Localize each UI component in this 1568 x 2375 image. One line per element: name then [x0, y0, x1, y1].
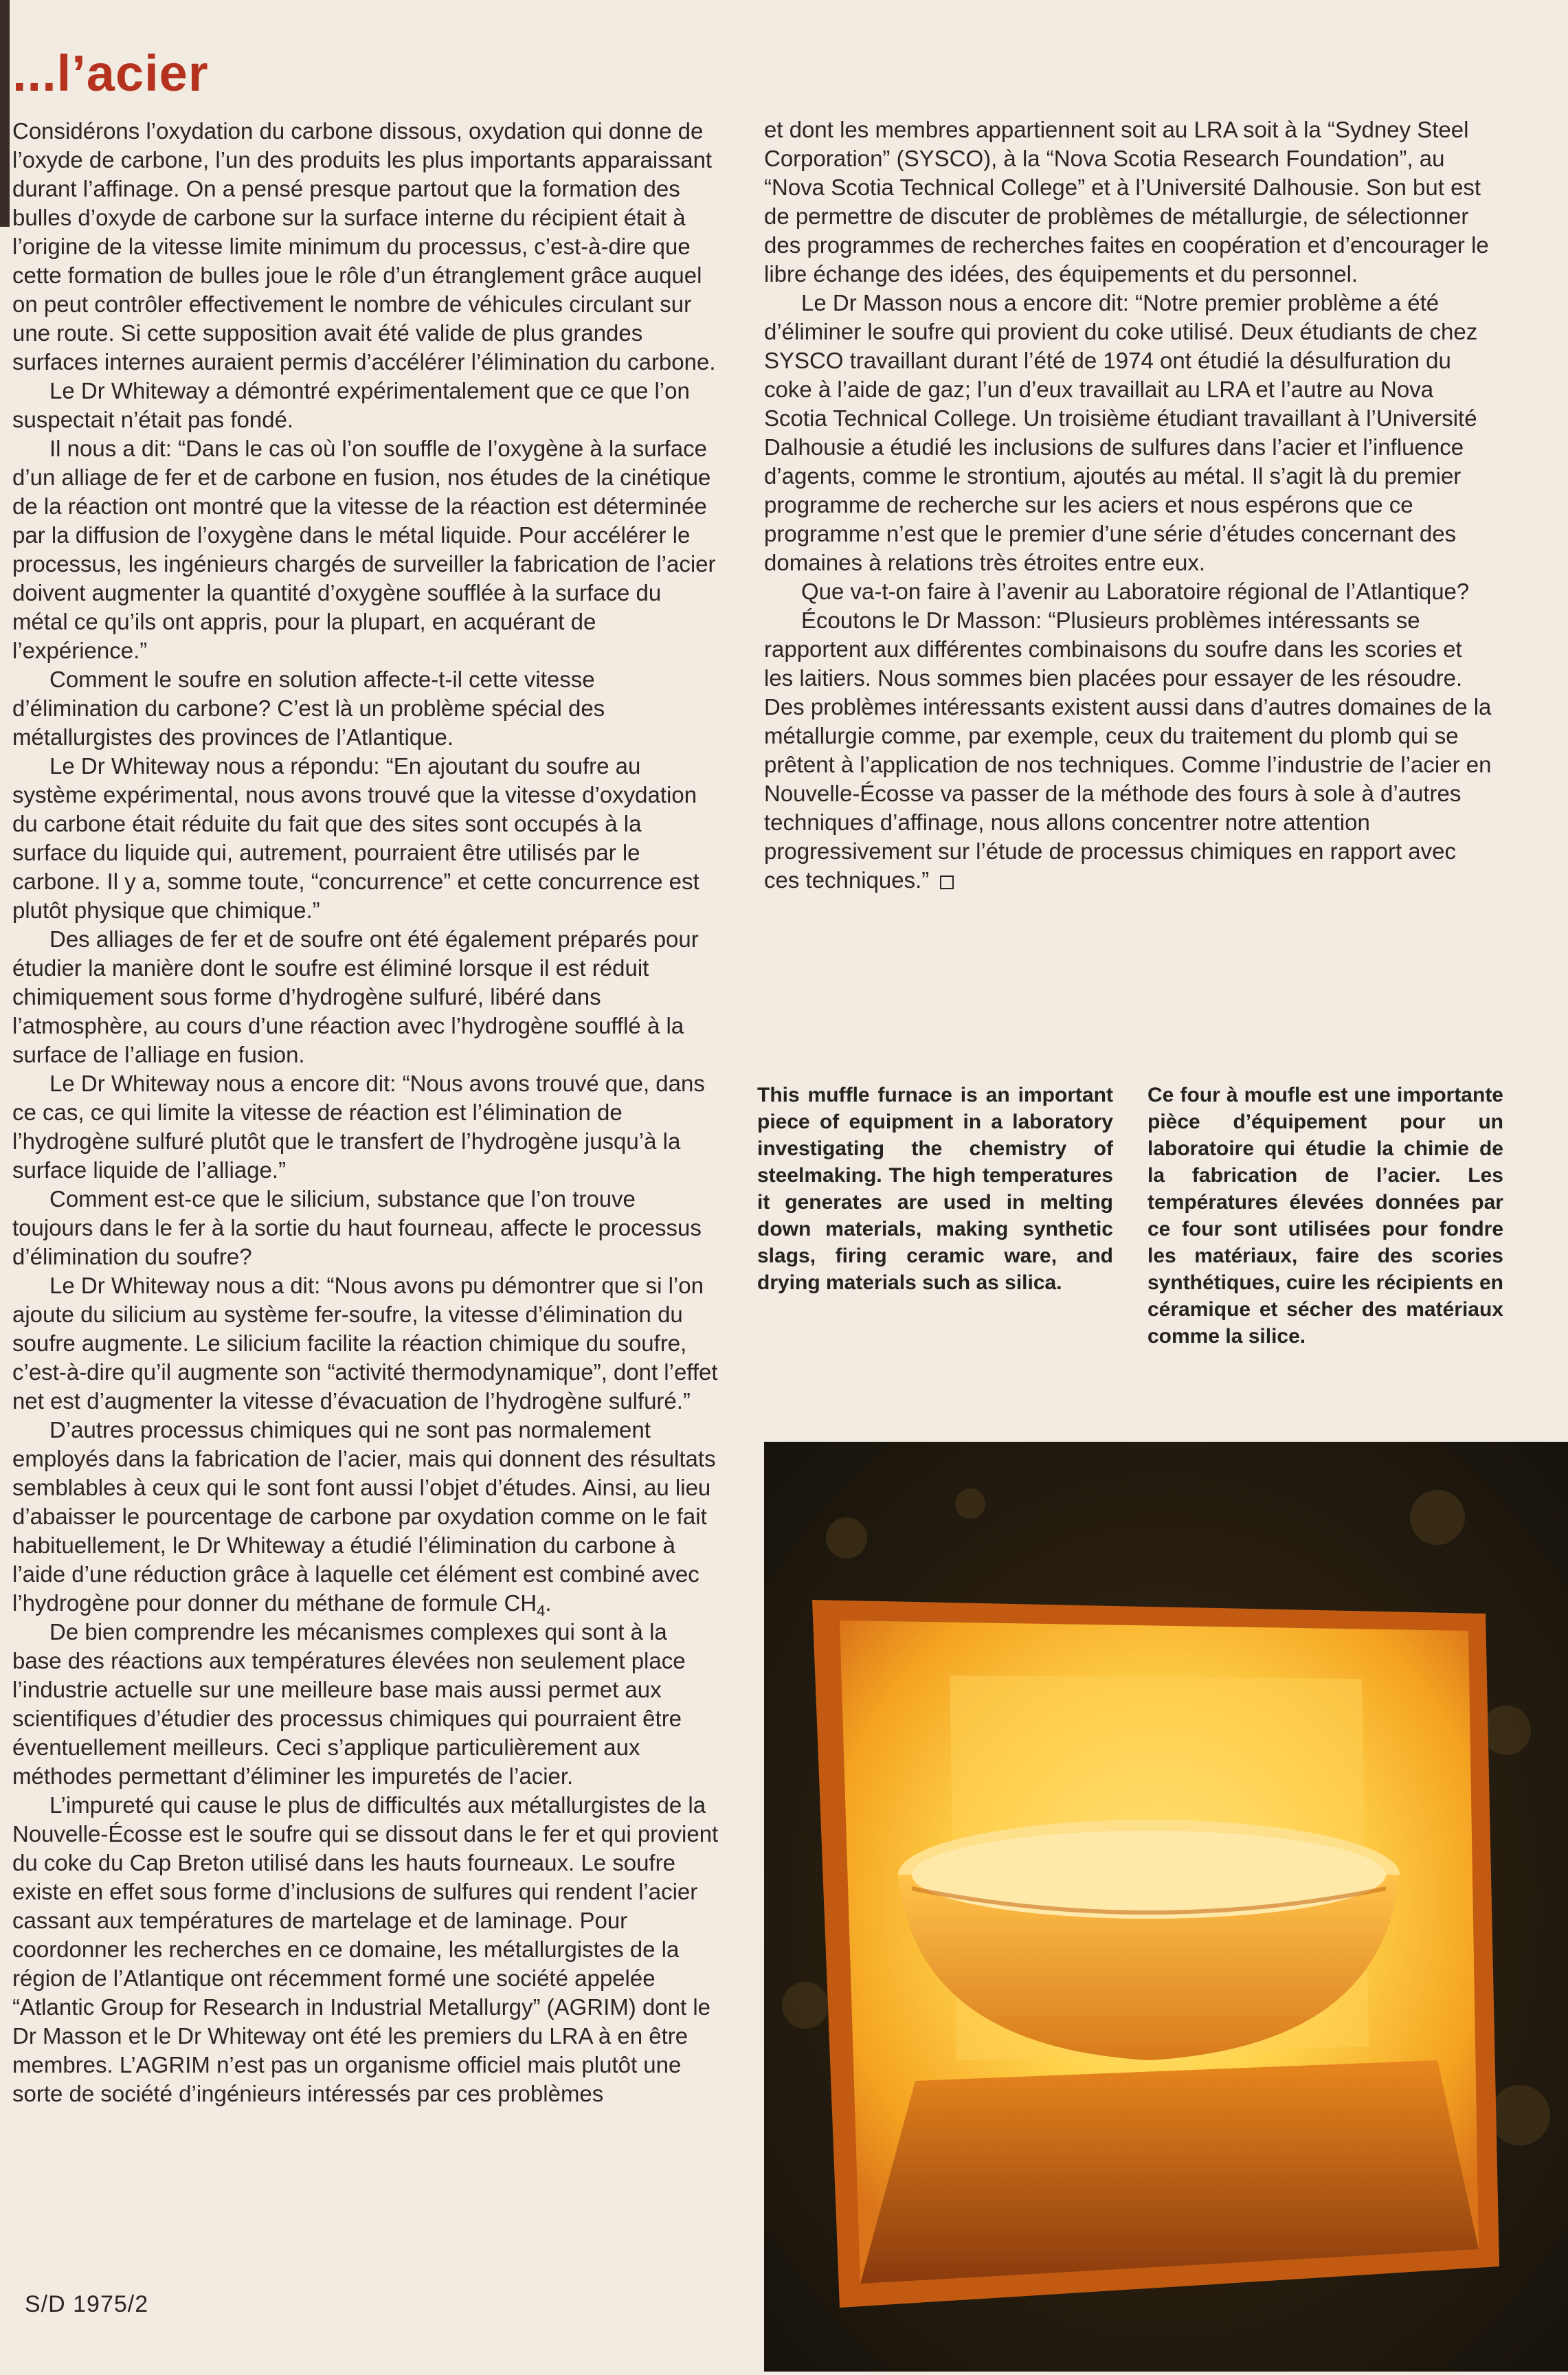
- furnace-illustration: [764, 1442, 1568, 2372]
- paragraph: Des alliages de fer et de soufre ont été également préparés pour étudier la manière dont le soufre est éliminé lorsque il est réduit chimiquement sous forme d’hydrogène sulfuré, libéré dans l’atmosphère, au cours d’une réaction avec l’hydrogène soufflé à la surface de l’alliage en fusion.: [12, 926, 699, 1067]
- right-column: [764, 115, 1492, 895]
- methane-subscript: 4: [537, 1602, 546, 1620]
- paragraph: Considérons l’oxydation du carbone dissous, oxydation qui donne de l’oxyde de carbone, l’un des produits les plus importants apparaissant durant l’affinage. On a pensé presque partout que la formation des bulles d’oxyde de carbone sur la surface interne du récipient était à l’origine de la vitesse limite minimum du processus, c’est-à-dire que cette formation de bulles joue le rôle d’un étranglement grâce auquel on peut contrôler effectivement le nombre de véhicules circulant sur une route. Si cette supposition avait été valide de plus grandes surfaces internes auraient permis d’accélérer l’élimination du carbone.: [12, 118, 716, 375]
- paragraph: Le Dr Whiteway nous a encore dit: “Nous avons trouvé que, dans ce cas, ce qui limite la vitesse de réaction est l’élimination de l’hydrogène sulfuré plutôt que le transfert de l’hydrogène jusqu’à la surface liquide de l’alliage.”: [12, 1071, 705, 1183]
- paragraph: et dont les membres appartiennent soit au LRA soit à la “Sydney Steel Corporation” (SYSCO), à la “Nova Scotia Research Foundation”, au “Nova Scotia Technical College” et à l’Université Dalhousie. Son but est de permettre de discuter de problèmes de métallurgie, de sélectionner des programmes de recherches faites en coopération et d’encourager le libre échange des idées, des équipements et du personnel.: [764, 117, 1489, 287]
- paragraph: Le Dr Whiteway a démontré expérimentalement que ce que l’on suspectait n’était pas fondé.: [12, 378, 690, 432]
- page-edge-shadow: [0, 0, 10, 227]
- paragraph: De bien comprendre les mécanismes complexes qui sont à la base des réactions aux températures élevées non seulement place l’industrie actuelle sur une meilleure base mais aussi permet aux scientifiques d’étudier des processus chimiques qui pourraient être éventuellement meilleurs. Ceci s’applique particulièrement aux méthodes permettant d’éliminer les impuretés de l’acier.: [12, 1619, 686, 1789]
- paragraph: Le Dr Masson nous a encore dit: “Notre premier problème a été d’éliminer le soufre qui provient du coke utilisé. Deux étudiants de chez SYSCO travaillant durant l’été de 1974 ont étudié la désulfuration du coke à l’aide de gaz; l’un d’eux travaillait au LRA et l’autre au Nova Scotia Technical College. Un troisième étudiant travaillant à l’Université Dalhousie a étudié les inclusions de sulfures dans l’acier et l’influence d’agents, comme le strontium, ajoutés au métal. Il s’agit là du premier programme de recherche sur les aciers et nous espérons que ce programme n’est que le premier d’une série d’études concernant des domaines à relations très étroites entre eux.: [764, 290, 1478, 575]
- methane-end: .: [545, 1590, 552, 1616]
- paragraph: Comment le soufre en solution affecte-t-il cette vitesse d’élimination du carbone? C’est là un problème spécial des métallurgistes des provinces de l’Atlantique.: [12, 667, 605, 750]
- paragraph: Il nous a dit: “Dans le cas où l’on souffle de l’oxygène à la surface d’un alliage de fer et de carbone en fusion, nos études de la cinétique de la réaction ont montré que la vitesse de la réaction est déterminée par la diffusion de l’oxygène dans le métal liquide. Pour accélérer le processus, les ingénieurs chargés de surveiller la fabrication de l’acier doivent augmenter la quantité d’oxygène soufflée à la surface du métal ce qu’ils ont appris, pour la plupart, en acquérant de l’expérience.”: [12, 436, 716, 663]
- left-column: [12, 117, 720, 2108]
- photo-caption-french: Ce four à moufle est une importante pièce d’équipement pour un laboratoire qui étudie la chimie de la fabrication de l’acier. Les températures élevées données par ce four sont utilisées pour fondre les matériaux, faire des scories synthétiques, cuire les récipients en céramique et sécher des matériaux comme la silice.: [1147, 1084, 1503, 1348]
- article-heading: ...l’acier: [12, 45, 209, 102]
- end-mark-icon: [940, 876, 954, 889]
- paragraph-final: [764, 606, 1492, 895]
- final-text: Écoutons le Dr Masson: “Plusieurs problèmes intéressants se rapportent aux différentes combinaisons du soufre dans les scories et les laitiers. Nous sommes bien placées pour essayer de les résoudre. Des problèmes intéressants existent aussi dans d’autres domaines de la métallurgie comme, par exemple, ceux du traitement du plomb qui se prêtent à l’application de nos techniques. Comme l’industrie de l’acier en Nouvelle-Écosse va passer de la méthode des fours à sole à d’autres techniques d’affinage, nous allons concentrer notre attention progressivement sur l’étude de processus chimiques en rapport avec ces techniques.”: [764, 607, 1492, 893]
- methane-text: D’autres processus chimiques qui ne sont pas normalement employés dans la fabrication de l’acier, mais qui donnent des résultats semblables à ceux qui le sont font aussi l’objet d’études. Ainsi, au lieu d’abaisser le pourcentage de carbone par oxydation comme on le fait habituellement, le Dr Whiteway a étudié l’élimination du carbone à l’aide d’une réduction grâce à laquelle cet élément est combiné avec l’hydrogène pour donner du méthane de formule CH: [12, 1417, 716, 1616]
- muffle-furnace-photo: [764, 1442, 1568, 2372]
- page-folio: S/D 1975/2: [25, 2291, 149, 2317]
- photo-caption-english: This muffle furnace is an important piece of equipment in a laboratory investigating the chemistry of steelmaking. The high temperatures it generates are used in melting down materials, making synthetic slags, firing ceramic ware, and drying materials such as silica.: [757, 1084, 1113, 1294]
- paragraph: Le Dr Whiteway nous a dit: “Nous avons pu démontrer que si l’on ajoute du silicium au système fer-soufre, la vitesse d’élimination du soufre augmente. Le silicium facilite la réaction chimique du soufre, c’est-à-dire qu’il augmente son “activité thermodynamique”, dont l’effet net est d’augmenter la vitesse d’évacuation de l’hydrogène sulfuré.”: [12, 1273, 718, 1414]
- paragraph: L’impureté qui cause le plus de difficultés aux métallurgistes de la Nouvelle-Écosse est le soufre qui se dissout dans le fer et qui provient du coke du Cap Breton utilisé dans les hauts fourneaux. Le soufre existe en effet sous forme d’inclusions de sulfures qui rendent l’acier cassant aux températures de martelage et de laminage. Pour coordonner les recherches en ce domaine, les métallurgistes de la région de l’Atlantique ont récemment formé une société appelée “Atlantic Group for Research in Industrial Metallurgy” (AGRIM) dont le Dr Masson et le Dr Whiteway ont été les premiers du LRA à en être membres. L’AGRIM n’est pas un organisme officiel mais plutôt une sorte de société d’ingénieurs intéressés par ces problèmes: [12, 1792, 719, 2106]
- paragraph: Comment est-ce que le silicium, substance que l’on trouve toujours dans le fer à la sortie du haut fourneau, affecte le processus d’élimination du soufre?: [12, 1186, 702, 1269]
- paragraph-methane: [12, 1416, 720, 1618]
- paragraph: Le Dr Whiteway nous a répondu: “En ajoutant du soufre au système expérimental, nous avons trouvé que la vitesse d’oxydation du carbone était réduite du fait que des sites sont occupés à la surface du liquide qui, autrement, pourraient être utilisés par le carbone. Il y a, somme toute, “concurrence” et cette concurrence est plutôt physique que chimique.”: [12, 753, 699, 923]
- paragraph: Que va-t-on faire à l’avenir au Laboratoire régional de l’Atlantique?: [801, 579, 1470, 604]
